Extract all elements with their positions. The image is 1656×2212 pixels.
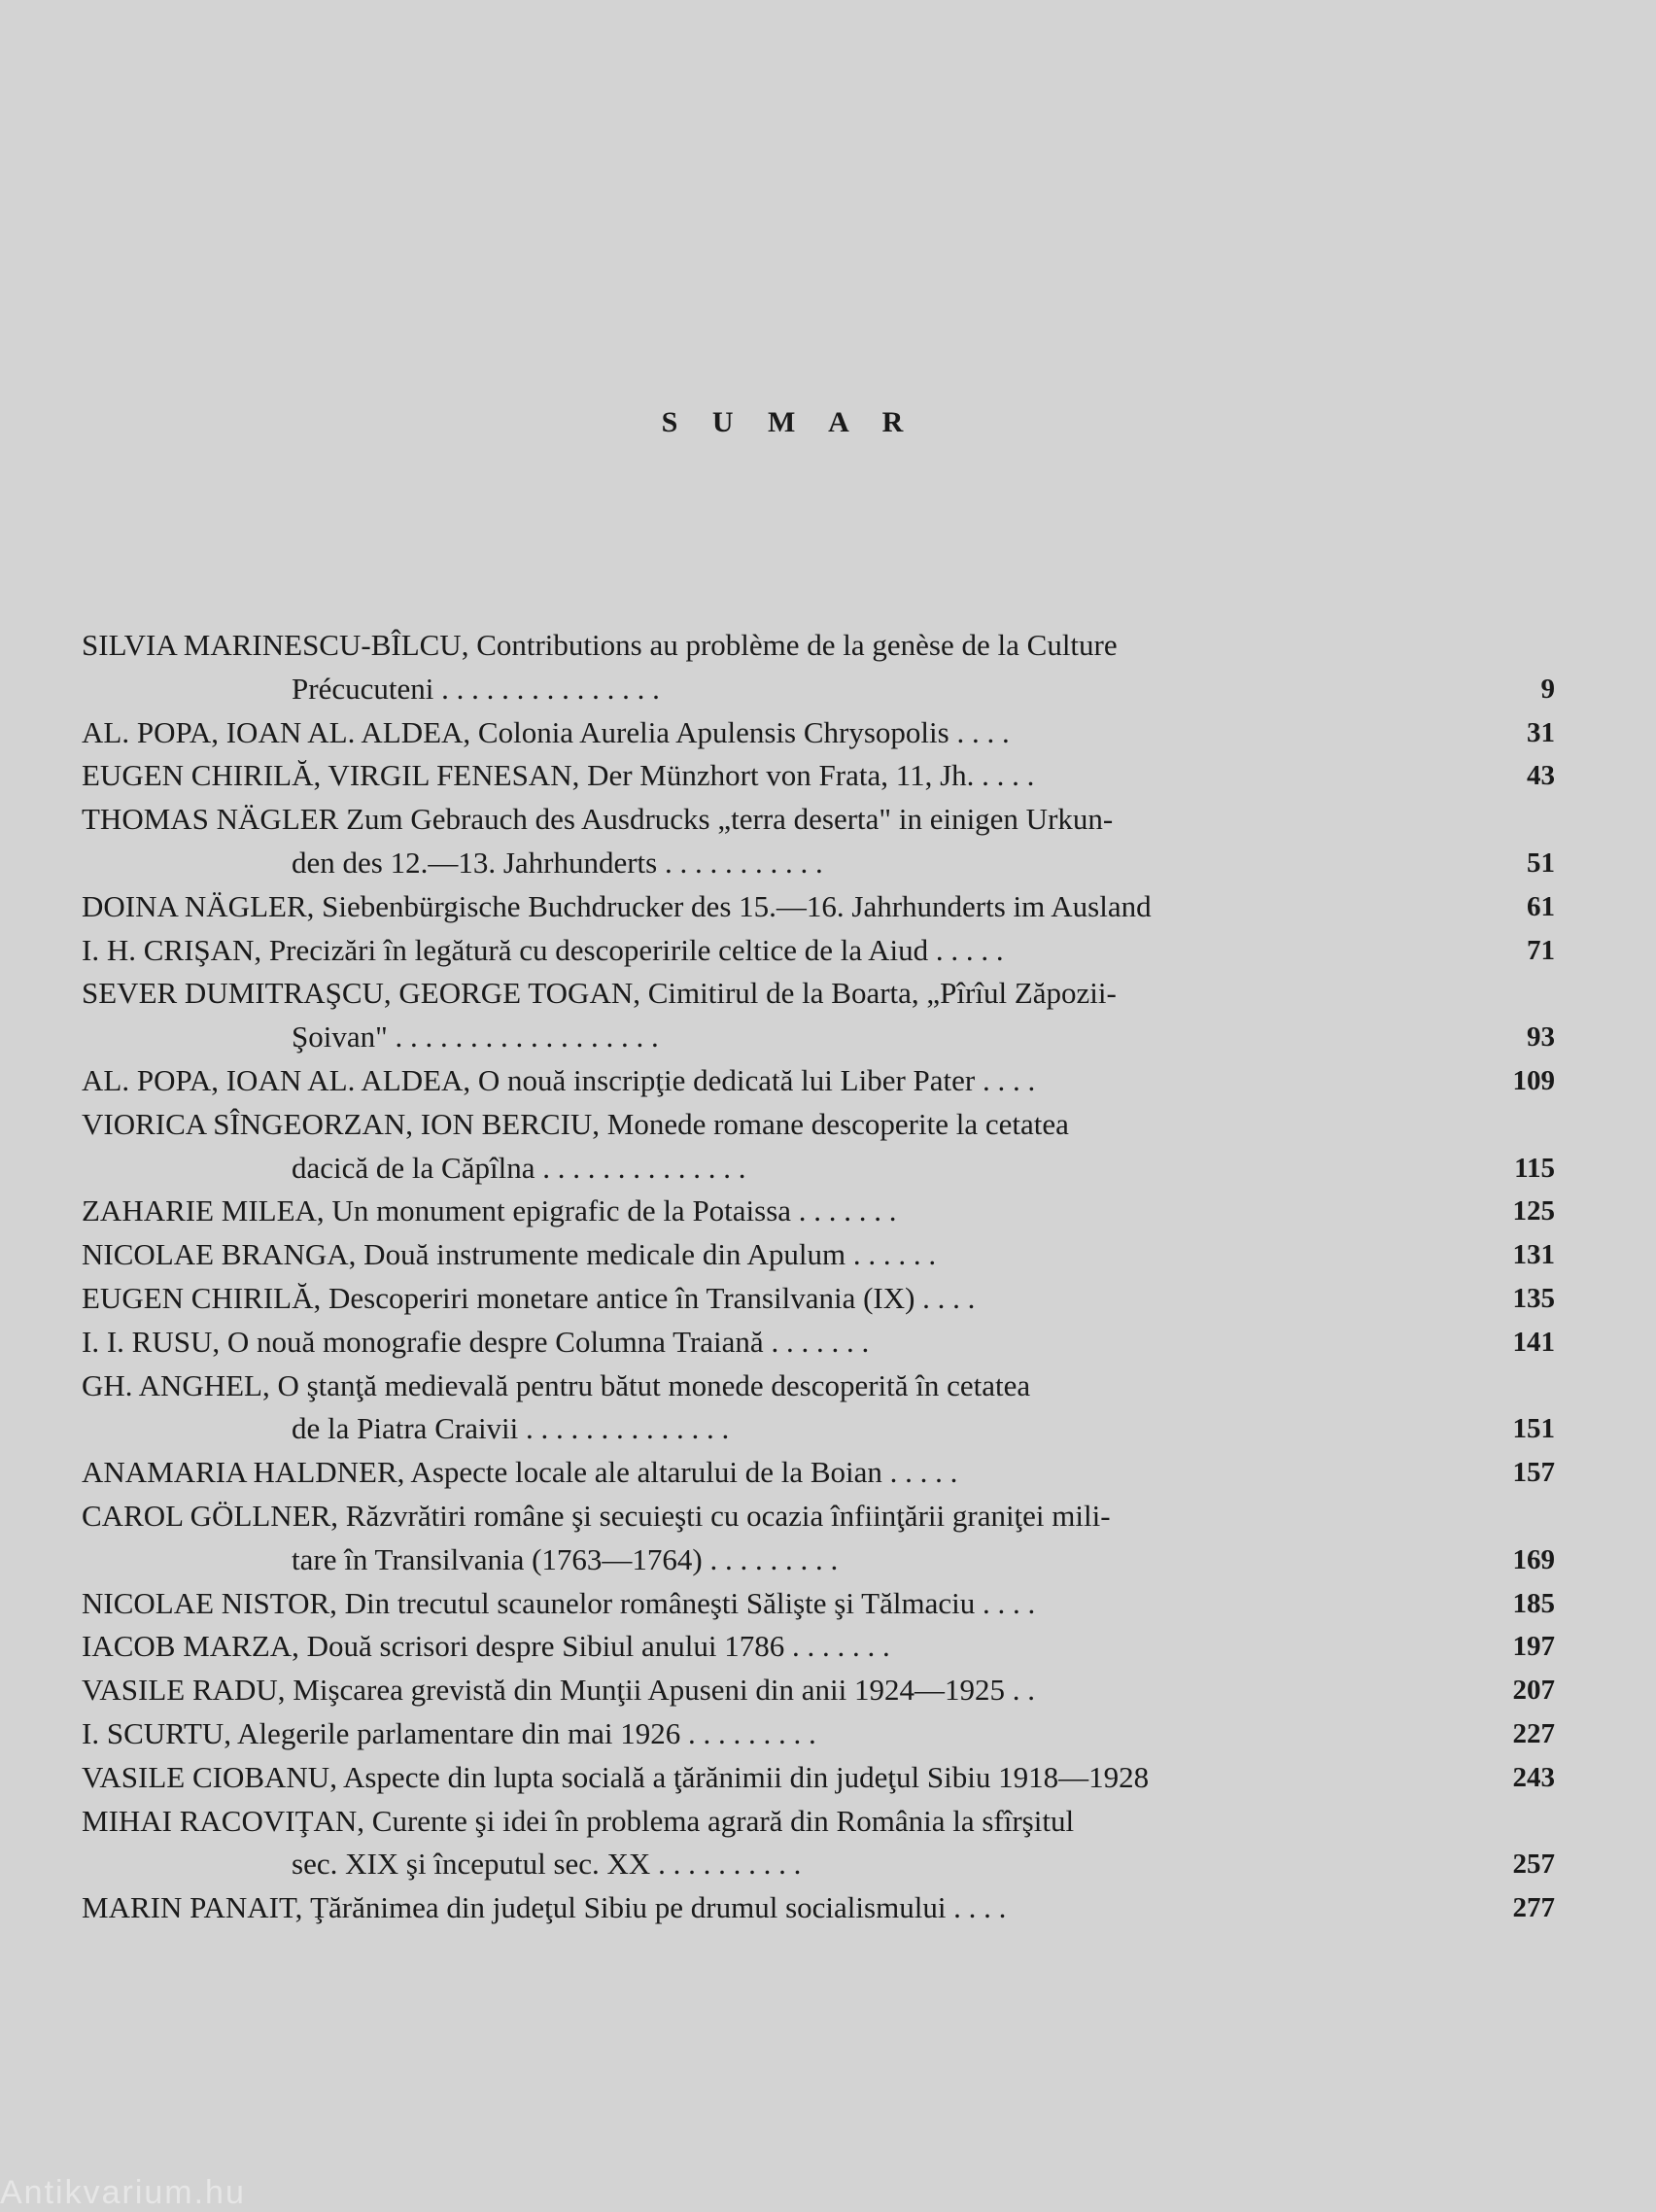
toc-entry-text: SILVIA MARINESCU-BÎLCU, Contributions au problème de la genèse de la Culture: [82, 628, 1118, 662]
toc-entry-text: ZAHARIE MILEA, Un monument epigrafic de la Potaissa . . . . . . .: [82, 1193, 897, 1228]
toc-page-number: 43: [1527, 760, 1555, 792]
toc-entry: [82, 972, 1555, 1059]
toc-entry: [82, 1582, 1555, 1626]
toc-entry-text: I. I. RUSU, O nouă monografie despre Columna Traiană . . . . . . .: [82, 1324, 870, 1359]
toc-entry: [82, 1277, 1555, 1321]
toc-entry-line: [82, 885, 1555, 929]
toc-entry-line: [82, 1669, 1555, 1712]
toc-page-number: 115: [1514, 1152, 1555, 1184]
toc-entry-text: NICOLAE NISTOR, Din trecutul scaunelor româneşti Sălişte şi Tălmaciu . . . .: [82, 1585, 1036, 1620]
toc-page-number: 197: [1512, 1631, 1555, 1663]
toc-entry: [82, 1103, 1555, 1191]
table-of-contents: [82, 624, 1555, 1930]
page-title: S U M A R: [661, 406, 917, 438]
toc-page-number: 207: [1512, 1675, 1555, 1707]
toc-entry-text: THOMAS NÄGLER Zum Gebrauch des Ausdrucks „terra deserta" in einigen Urkun-: [82, 802, 1114, 837]
toc-entry: [82, 1451, 1555, 1495]
toc-entry-continuation: [82, 1016, 1555, 1059]
toc-entry: [82, 1712, 1555, 1756]
toc-entry-continuation: [82, 1407, 1555, 1451]
toc-entry-line: [82, 711, 1555, 755]
toc-entry: [82, 1233, 1555, 1277]
toc-entry-line: [82, 1582, 1555, 1626]
toc-page-number: 257: [1512, 1849, 1555, 1881]
toc-page-number: 131: [1512, 1239, 1555, 1271]
toc-entry: [82, 798, 1555, 885]
toc-page-number: 9: [1540, 673, 1555, 705]
toc-entry-text: GH. ANGHEL, O ştanţă medievală pentru bătut monede descoperită în cetatea: [82, 1367, 1031, 1402]
toc-entry-text: DOINA NÄGLER, Siebenbürgische Buchdrucker des 15.—16. Jahrhunderts im Ausland: [82, 888, 1152, 923]
toc-entry-line: [82, 1233, 1555, 1277]
toc-entry-line: [82, 1365, 1555, 1408]
toc-entry: [82, 1495, 1555, 1582]
toc-entry: [82, 1321, 1555, 1365]
toc-entry-text: de la Piatra Craivii . . . . . . . . . . . . . .: [292, 1411, 730, 1446]
toc-entry-line: [82, 1495, 1555, 1538]
toc-entry-text: AL. POPA, IOAN AL. ALDEA, Colonia Aurelia Apulensis Chrysopolis . . . .: [82, 714, 1010, 749]
watermark: Antikvarium.hu: [0, 2174, 246, 2211]
toc-page-number: 31: [1527, 716, 1555, 748]
toc-entry-text: Şoivan" . . . . . . . . . . . . . . . . . .: [292, 1020, 659, 1054]
toc-entry-line: [82, 798, 1555, 842]
toc-entry-line: [82, 1451, 1555, 1495]
toc-page-number: 93: [1527, 1021, 1555, 1054]
toc-entry: [82, 929, 1555, 973]
toc-entry-text: MARIN PANAIT, Ţărănimea din judeţul Sibiu pe drumul socialismului . . . .: [82, 1890, 1007, 1925]
toc-entry: [82, 1365, 1555, 1452]
toc-entry-text: sec. XIX şi începutul sec. XX . . . . . . . . . .: [292, 1847, 802, 1882]
toc-entry: [82, 1669, 1555, 1712]
toc-entry-line: [82, 1321, 1555, 1365]
toc-entry-text: VIORICA SÎNGEORZAN, ION BERCIU, Monede romane descoperite la cetatea: [82, 1106, 1069, 1141]
toc-entry: [82, 754, 1555, 798]
toc-entry-line: [82, 1712, 1555, 1756]
toc-entry: [82, 1190, 1555, 1233]
toc-page-number: 169: [1512, 1543, 1555, 1575]
toc-entry-text: dacică de la Căpîlna . . . . . . . . . . . . . .: [292, 1150, 746, 1185]
toc-page-number: 151: [1512, 1413, 1555, 1445]
toc-entry-text: I. SCURTU, Alegerile parlamentare din mai 1926 . . . . . . . . .: [82, 1715, 816, 1750]
toc-entry-text: SEVER DUMITRAŞCU, GEORGE TOGAN, Cimitirul de la Boarta, „Pîrîul Zăpozii-: [82, 976, 1117, 1011]
toc-entry: [82, 885, 1555, 929]
toc-entry-line: [82, 972, 1555, 1016]
toc-entry-continuation: [82, 1147, 1555, 1191]
toc-entry-line: [82, 1103, 1555, 1147]
toc-entry-text: CAROL GÖLLNER, Răzvrătiri române şi secuieşti cu ocazia înfiinţării graniţei mili-: [82, 1498, 1111, 1533]
toc-entry-line: [82, 624, 1555, 668]
toc-entry-line: [82, 1277, 1555, 1321]
toc-entry: [82, 624, 1555, 711]
toc-page-number: 135: [1512, 1282, 1555, 1314]
toc-entry: [82, 1886, 1555, 1930]
toc-entry-continuation: [82, 1843, 1555, 1886]
toc-entry: [82, 1059, 1555, 1103]
toc-entry: [82, 1756, 1555, 1800]
toc-page-number: 141: [1512, 1326, 1555, 1358]
toc-entry-line: [82, 929, 1555, 973]
toc-entry-line: [82, 1625, 1555, 1669]
toc-page-number: 185: [1512, 1587, 1555, 1619]
toc-page-number: 71: [1527, 934, 1555, 966]
toc-entry-text: I. H. CRIŞAN, Precizări în legătură cu descoperirile celtice de la Aiud . . . . .: [82, 932, 1004, 967]
toc-entry-continuation: [82, 1538, 1555, 1582]
toc-entry-text: IACOB MARZA, Două scrisori despre Sibiul anului 1786 . . . . . . .: [82, 1629, 890, 1664]
toc-entry-line: [82, 754, 1555, 798]
toc-entry-line: [82, 1886, 1555, 1930]
toc-page-number: 109: [1512, 1064, 1555, 1096]
toc-entry-line: [82, 1190, 1555, 1233]
toc-entry-line: [82, 1756, 1555, 1800]
toc-entry-text: VASILE CIOBANU, Aspecte din lupta socială a ţărănimii din judeţul Sibiu 1918—1928: [82, 1759, 1150, 1794]
toc-entry-line: [82, 1800, 1555, 1844]
toc-page-number: 61: [1527, 890, 1555, 922]
toc-page-number: 243: [1512, 1761, 1555, 1793]
toc-entry-text: ANAMARIA HALDNER, Aspecte locale ale altarului de la Boian . . . . .: [82, 1455, 958, 1490]
toc-entry-text: AL. POPA, IOAN AL. ALDEA, O nouă inscripţie dedicată lui Liber Pater . . . .: [82, 1062, 1036, 1097]
toc-entry-text: EUGEN CHIRILĂ, VIRGIL FENESAN, Der Münzhort von Frata, 11, Jh. . . . .: [82, 758, 1035, 793]
toc-entry-text: NICOLAE BRANGA, Două instrumente medicale din Apulum . . . . . .: [82, 1237, 937, 1272]
toc-entry: [82, 711, 1555, 755]
toc-entry: [82, 1625, 1555, 1669]
toc-entry: [82, 1800, 1555, 1887]
toc-entry-text: den des 12.—13. Jahrhunderts . . . . . . . . . . .: [292, 845, 823, 880]
toc-entry-text: VASILE RADU, Mişcarea grevistă din Munţii Apuseni din anii 1924—1925 . .: [82, 1673, 1036, 1708]
toc-entry-continuation: [82, 668, 1555, 711]
toc-entry-text: tare în Transilvania (1763—1764) . . . . . . . . .: [292, 1541, 839, 1576]
toc-entry-text: MIHAI RACOVIŢAN, Curente şi idei în problema agrară din România la sfîrşitul: [82, 1803, 1075, 1838]
toc-entry-line: [82, 1059, 1555, 1103]
toc-entry-continuation: [82, 842, 1555, 885]
toc-page-number: 277: [1512, 1892, 1555, 1924]
toc-page-number: 157: [1512, 1457, 1555, 1489]
toc-page-number: 51: [1527, 847, 1555, 879]
toc-entry-text: Précucuteni . . . . . . . . . . . . . . .: [292, 671, 660, 706]
toc-entry-text: EUGEN CHIRILĂ, Descoperiri monetare antice în Transilvania (IX) . . . .: [82, 1280, 976, 1315]
toc-page-number: 125: [1512, 1195, 1555, 1227]
toc-page-number: 227: [1512, 1717, 1555, 1749]
